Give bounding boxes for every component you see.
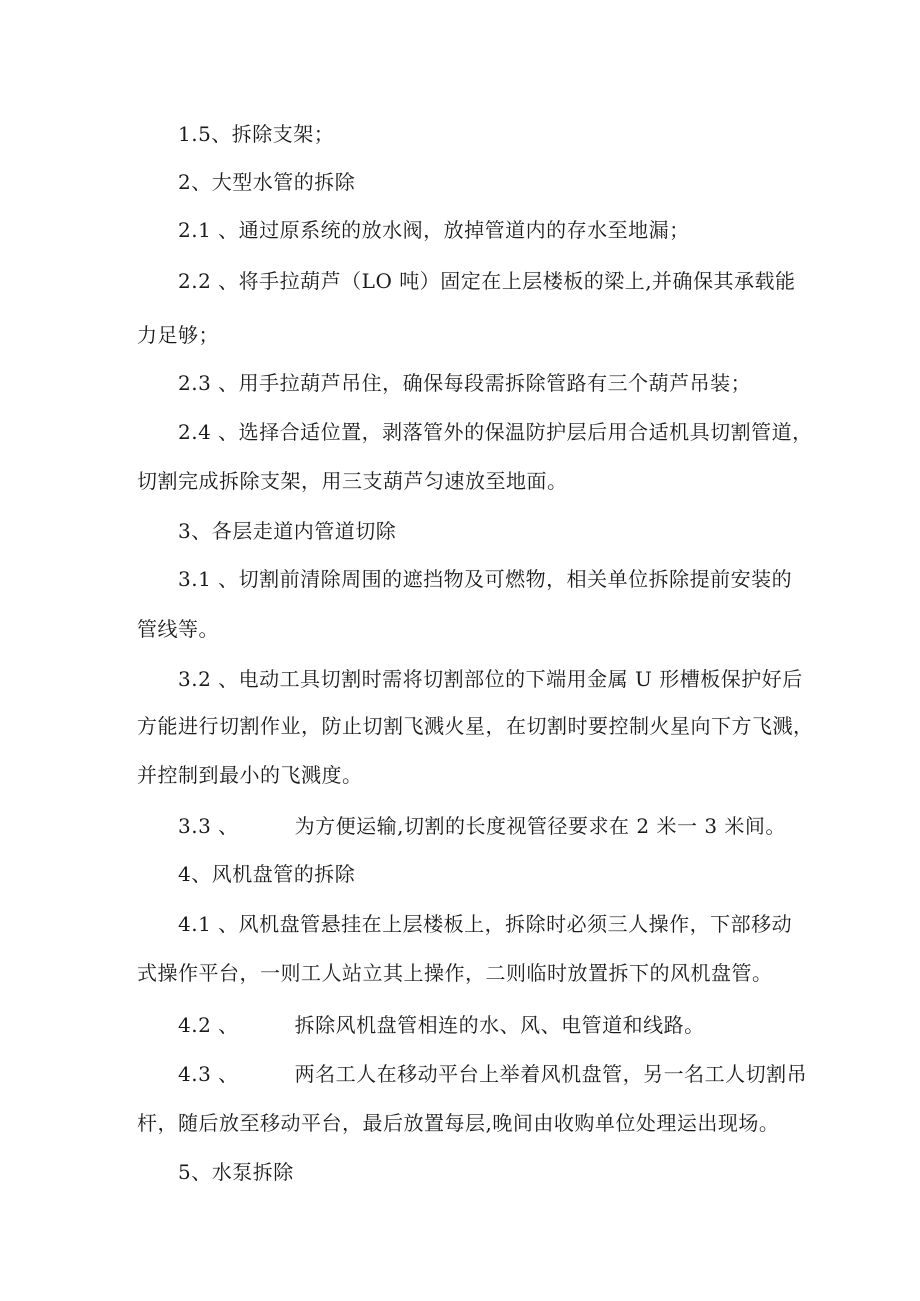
item-2-2-text-2: 力足够； <box>137 323 219 347</box>
item-2-2-line-2 <box>137 321 219 349</box>
item-4-2-text: 拆除风机盘管相连的水、风、电管道和线路。 <box>294 1013 705 1037</box>
item-3-2-line-1 <box>178 665 803 693</box>
section-3-heading-text: 3、各层走道内管道切除 <box>178 519 397 543</box>
item-3-2-text-3: 并控制到最小的飞溅度。 <box>137 763 363 787</box>
section-4-heading-text: 4、风机盘管的拆除 <box>178 862 356 886</box>
item-2-2-line-1 <box>178 267 796 295</box>
section-5-heading-text: 5、水泵拆除 <box>178 1160 294 1184</box>
item-4-1-text-2: 式操作平台，一则工人站立其上操作，二则临时放置拆下的风机盘管。 <box>137 961 773 985</box>
item-3-1-text-2: 管线等。 <box>137 617 219 641</box>
item-2-4-line-1 <box>178 418 813 446</box>
item-4-2-number: 4.2 、 <box>178 1013 239 1037</box>
item-4-3-text-1: 两名工人在移动平台上举着风机盘管，另一名工人切割吊 <box>294 1062 808 1086</box>
item-4-3-line-1 <box>178 1060 807 1088</box>
section-4-heading <box>178 860 355 888</box>
section-5-heading <box>178 1158 294 1186</box>
item-2-4-line-2 <box>137 467 568 495</box>
item-2-1-text: 2.1 、通过原系统的放水阀，放掉管道内的存水至地漏； <box>178 218 690 242</box>
section-2-heading <box>178 168 355 196</box>
item-3-1-text-1: 3.1 、切割前清除周围的遮挡物及可燃物，相关单位拆除提前安装的 <box>178 567 793 591</box>
item-3-3-number: 3.3 、 <box>178 814 239 838</box>
section-3-heading <box>178 517 396 545</box>
item-3-1-line-2 <box>137 615 219 643</box>
item-4-3-text-2: 杆，随后放至移动平台，最后放置每层,晚间由收购单位处理运出现场。 <box>137 1111 780 1135</box>
section-2-heading-text: 2、大型水管的拆除 <box>178 170 356 194</box>
item-4-2 <box>178 1011 705 1039</box>
item-3-2-line-3 <box>137 761 363 789</box>
item-1-5-text: 1.5、拆除支架； <box>178 122 335 146</box>
item-2-1 <box>178 216 690 244</box>
item-3-2-line-2 <box>137 712 814 740</box>
item-1-5 <box>178 120 334 148</box>
item-3-3 <box>178 812 786 840</box>
item-3-2-text-2: 方能进行切割作业，防止切割飞溅火星，在切割时要控制火星向下方飞溅， <box>137 714 814 738</box>
item-2-3 <box>178 369 751 397</box>
item-4-3-number: 4.3 、 <box>178 1062 239 1086</box>
item-3-3-text: 为方便运输,切割的长度视管径要求在 2 米一 3 米间。 <box>294 814 786 838</box>
item-3-2-text-1: 3.2 、电动工具切割时需将切割部位的下端用金属 U 形槽板保护好后 <box>178 667 803 691</box>
item-4-1-text-1: 4.1 、风机盘管悬挂在上层楼板上，拆除时必须三人操作，下部移动 <box>178 912 793 936</box>
item-4-1-line-1 <box>178 910 792 938</box>
item-4-1-line-2 <box>137 959 773 987</box>
item-2-2-text-1: 2.2 、将手拉葫芦（LO 吨）固定在上层楼板的梁上,并确保其承载能 <box>178 269 796 293</box>
item-2-4-text-1: 2.4 、选择合适位置，剥落管外的保温防护层后用合适机具切割管道， <box>178 420 813 444</box>
item-2-4-text-2: 切割完成拆除支架，用三支葫芦匀速放至地面。 <box>137 469 568 493</box>
item-2-3-text: 2.3 、用手拉葫芦吊住，确保每段需拆除管路有三个葫芦吊装； <box>178 371 752 395</box>
item-3-1-line-1 <box>178 565 792 593</box>
item-4-3-line-2 <box>137 1109 779 1137</box>
